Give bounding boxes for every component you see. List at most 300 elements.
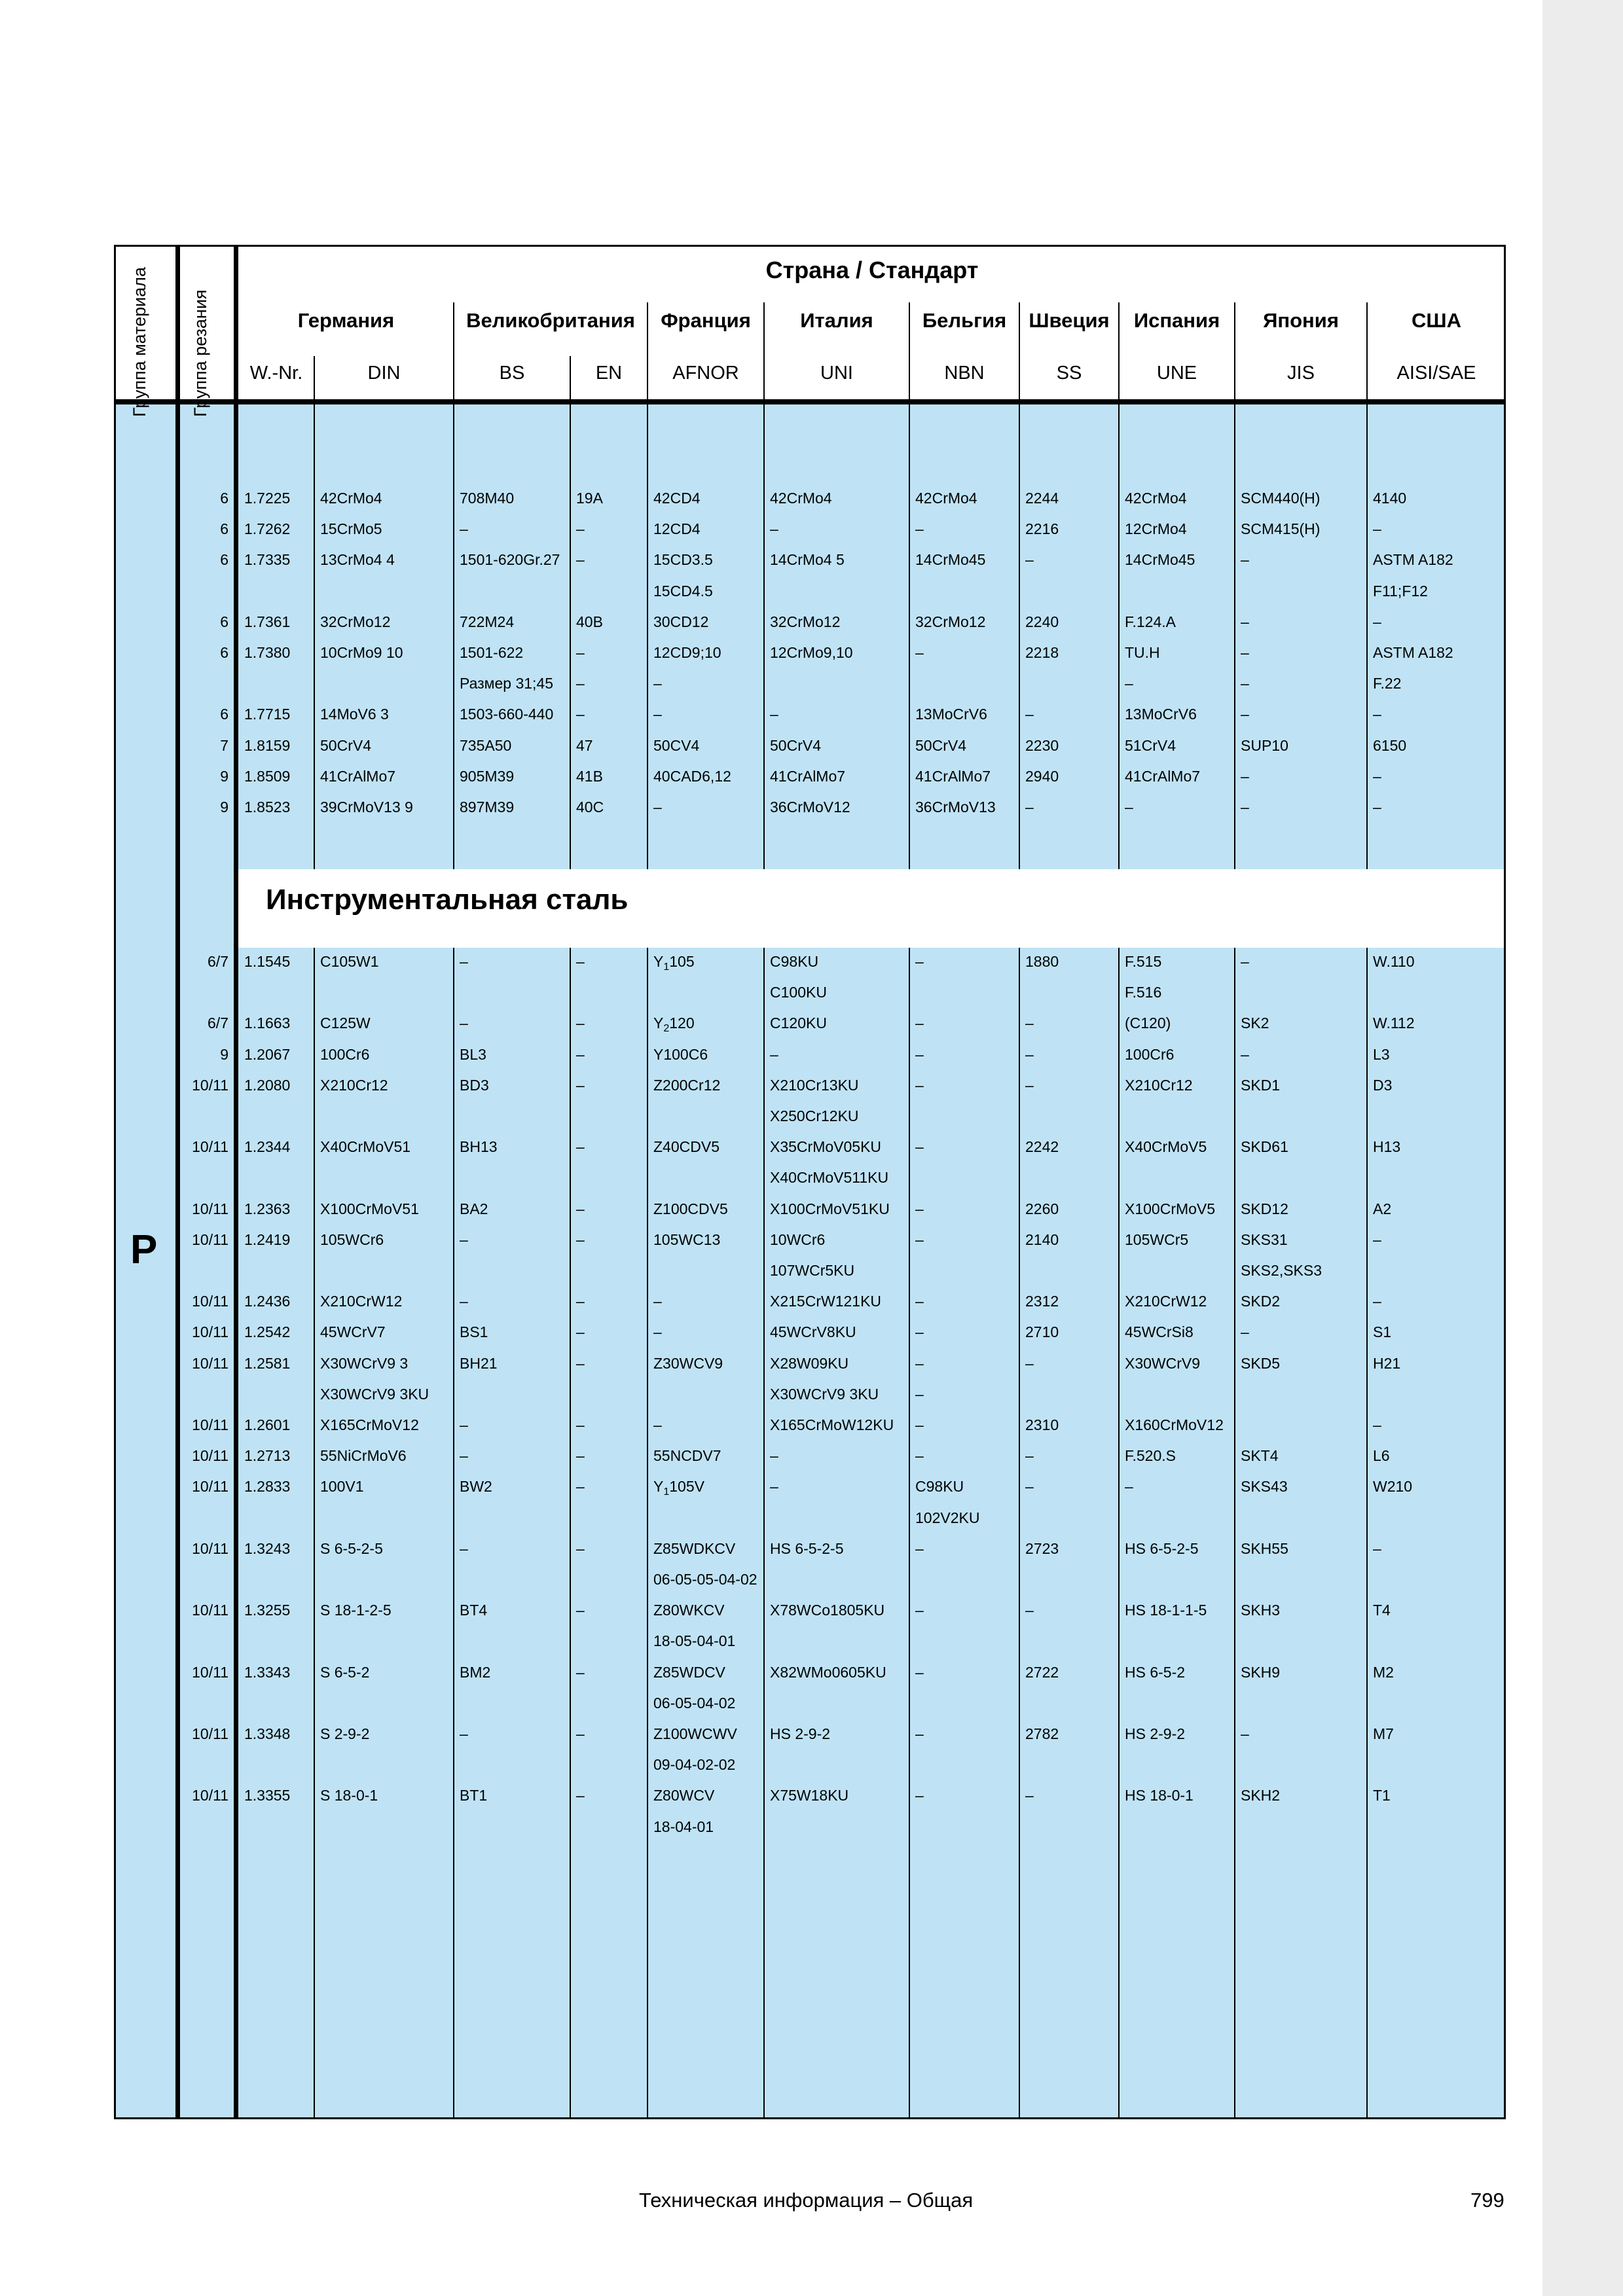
cell-afnor: Z85WDKCV [653,1539,736,1557]
cell-din: 15CrMo5 [320,520,382,538]
cell-din: 100Cr6 [320,1045,370,1063]
cell-ss: 2230 [1025,736,1059,754]
vertical-rule [570,948,571,2119]
cell-ss: 2140 [1025,1230,1059,1248]
cell-aisi: F.22 [1373,675,1402,692]
cell-afnor: Z100WCWV [653,1725,737,1742]
cell-jis: – [1241,613,1249,630]
cell-din: X210Cr12 [320,1076,388,1094]
cell-uni: 14CrMo4 5 [770,551,845,569]
cell-aisi: – [1373,1539,1381,1557]
cell-wnr: 1.2344 [244,1138,291,1156]
cell-cutting-group: 6/7 [208,953,228,970]
cell-une: – [1125,675,1133,692]
cell-en: – [576,1200,585,1217]
cell-une: X100CrMoV5 [1125,1200,1216,1217]
header-country: Испания [1133,309,1220,332]
cell-wnr: 1.8523 [244,798,291,816]
cell-ss: 2310 [1025,1416,1059,1433]
vertical-rule [909,404,910,869]
header-country: Бельгия [922,309,1007,332]
cell-ss: – [1025,551,1034,569]
cell-din: C125W [320,1014,371,1032]
cell-din: 32CrMo12 [320,613,391,630]
cell-uni: 107WCr5KU [770,1262,855,1279]
header-country: Франция [661,309,751,332]
cell-din: X100CrMoV51 [320,1200,419,1217]
cell-bs: – [460,520,468,538]
cell-en: – [576,1478,585,1496]
cell-ss: 1880 [1025,953,1059,970]
vertical-rule [453,948,454,2119]
cell-jis: SUP10 [1241,736,1288,754]
cell-bs: BM2 [460,1663,491,1681]
vertical-rule [1019,404,1020,869]
cell-ss: – [1025,706,1034,723]
cell-afnor: Y100C6 [653,1045,708,1063]
cell-din: 50CrV4 [320,736,371,754]
cell-cutting-group: 9 [220,1045,228,1063]
cell-wnr: 1.2436 [244,1293,291,1310]
cell-din: 14MoV6 3 [320,706,389,723]
cell-wnr: 1.7225 [244,490,291,507]
vertical-rule [453,404,454,869]
cell-aisi: – [1373,798,1381,816]
cell-wnr: 1.2067 [244,1045,291,1063]
cell-afnor: Z40CDV5 [653,1138,720,1156]
cell-afnor: 09-04-02-02 [653,1756,736,1774]
cell-une: 100Cr6 [1125,1045,1175,1063]
cell-ss: – [1025,1354,1034,1372]
cell-wnr: 1.8509 [244,767,291,785]
cell-une: 105WCr5 [1125,1230,1189,1248]
cell-une: HS 2-9-2 [1125,1725,1186,1742]
cell-ss: 2216 [1025,520,1059,538]
cell-afnor: Z80WKCV [653,1602,725,1619]
cell-cutting-group: 6 [220,706,228,723]
vertical-rule [763,948,765,2119]
vertical-rule [114,245,116,2119]
cell-bs: BD3 [460,1076,489,1094]
cell-nbn: – [915,1076,924,1094]
cell-une: – [1125,798,1133,816]
cell-aisi: W.112 [1373,1014,1415,1032]
cell-une: HS 6-5-2 [1125,1663,1186,1681]
vertical-rule [1234,404,1235,869]
cell-jis: SKD1 [1241,1076,1281,1094]
header-group-material: Группа материала [130,266,149,417]
cell-nbn: 50CrV4 [915,736,966,754]
cell-afnor: $Y_1105$ [653,953,695,973]
cell-uni: X30WCrV9 3KU [770,1385,879,1403]
cell-aisi: W210 [1373,1478,1413,1496]
cell-cutting-group: 9 [220,798,228,816]
cell-uni: – [770,520,778,538]
cell-ss: – [1025,798,1034,816]
cell-une: (C120) [1125,1014,1171,1032]
cell-bs: BA2 [460,1200,488,1217]
cell-cutting-group: 6 [220,613,228,630]
cell-aisi: M2 [1373,1663,1394,1681]
cell-cutting-group: 10/11 [192,1354,228,1372]
cell-nbn: 42CrMo4 [915,490,977,507]
cell-bs: Размер 31;45 [460,675,553,692]
cell-afnor: 55NCDV7 [653,1447,721,1465]
cell-jis: SKD5 [1241,1354,1281,1372]
cell-din: X30WCrV9 3 [320,1354,409,1372]
cell-uni: 32CrMo12 [770,613,841,630]
cell-wnr: 1.7715 [244,706,291,723]
cell-bs: – [460,1725,468,1742]
cell-din: X40CrMoV51 [320,1138,411,1156]
cell-uni: – [770,1478,778,1496]
cell-nbn: 36CrMoV13 [915,798,996,816]
cell-aisi: H21 [1373,1354,1401,1372]
cell-jis: SKD2 [1241,1293,1281,1310]
cell-bs: 722M24 [460,613,515,630]
cell-une: 51CrV4 [1125,736,1176,754]
cell-une: X210CrW12 [1125,1293,1207,1310]
cell-wnr: 1.1545 [244,953,291,970]
cell-en: – [576,675,585,692]
cell-wnr: 1.3343 [244,1663,291,1681]
cell-en: 19A [576,490,603,507]
cell-aisi: – [1373,767,1381,785]
cell-jis: – [1241,953,1249,970]
cell-cutting-group: 10/11 [192,1539,228,1557]
cell-afnor: Z200Cr12 [653,1076,721,1094]
cell-wnr: 1.7361 [244,613,291,630]
cell-cutting-group: 6 [220,551,228,569]
cell-nbn: – [915,644,924,661]
cell-nbn: – [915,1293,924,1310]
cell-en: – [576,1447,585,1465]
vertical-rule [1118,404,1120,869]
cell-en: – [576,551,585,569]
cell-jis: SKS43 [1241,1478,1288,1496]
cell-jis: – [1241,706,1249,723]
cell-cutting-group: 10/11 [192,1787,228,1804]
cell-nbn: – [915,1138,924,1156]
cell-en: – [576,706,585,723]
cell-bs: – [460,1293,468,1310]
cell-aisi: – [1373,1230,1381,1248]
cell-uni: 12CrMo9,10 [770,644,853,661]
cell-aisi: – [1373,1416,1381,1433]
cell-ss: – [1025,1014,1034,1032]
header-standard: AFNOR [672,363,739,384]
cell-afnor: 105WC13 [653,1230,721,1248]
cell-afnor: 40CAD6,12 [653,767,731,785]
cell-jis: SKS31 [1241,1230,1288,1248]
cell-en: – [576,1663,585,1681]
cell-une: 42CrMo4 [1125,490,1187,507]
cell-afnor: 50CV4 [653,736,700,754]
material-group-letter: P [130,1227,158,1272]
cell-nbn: – [915,1447,924,1465]
cell-ss: 2722 [1025,1663,1059,1681]
cell-une: X40CrMoV5 [1125,1138,1207,1156]
cell-une: F.516 [1125,984,1162,1001]
cell-din: S 6-5-2 [320,1663,370,1681]
cell-cutting-group: 10/11 [192,1416,228,1433]
cell-uni: X35CrMoV05KU [770,1138,882,1156]
cell-jis: – [1241,551,1249,569]
cell-en: – [576,1323,585,1341]
section-title: Инструментальная сталь [266,884,629,916]
cell-din: 55NiCrMoV6 [320,1447,407,1465]
cell-bs: 735A50 [460,736,512,754]
cell-en: – [576,1725,585,1742]
cell-en: – [576,1076,585,1094]
cell-jis: – [1241,675,1249,692]
page-edge-strip [1542,0,1623,2296]
vertical-rule [1019,948,1020,2119]
cell-wnr: 1.2080 [244,1076,291,1094]
cell-din: 41CrAlMo7 [320,767,396,785]
cell-nbn: – [915,1385,924,1403]
cell-jis: SCM440(H) [1241,490,1321,507]
cell-afnor: 30CD12 [653,613,709,630]
cell-din: 45WCrV7 [320,1323,386,1341]
cell-jis: SKD12 [1241,1200,1288,1217]
cell-aisi: – [1373,706,1381,723]
cell-aisi: M7 [1373,1725,1394,1742]
cell-ss: – [1025,1447,1034,1465]
header-standard: SS [1056,363,1082,384]
cell-jis: SK2 [1241,1014,1269,1032]
cell-din: S 6-5-2-5 [320,1539,383,1557]
cell-en: – [576,520,585,538]
cell-en: 40B [576,613,603,630]
cell-ss: 2260 [1025,1200,1059,1217]
header-standard: BS [499,363,525,384]
cell-uni: HS 6-5-2-5 [770,1539,844,1557]
cell-din: S 2-9-2 [320,1725,370,1742]
cell-ss: – [1025,1602,1034,1619]
vertical-rule [570,404,571,869]
header-country: Германия [297,309,395,332]
cell-cutting-group: 6 [220,520,228,538]
cell-en: – [576,1787,585,1804]
cell-jis: – [1241,644,1249,661]
cell-din: S 18-0-1 [320,1787,378,1804]
cell-bs: BH21 [460,1354,498,1372]
cell-wnr: 1.2713 [244,1447,291,1465]
cell-cutting-group: 10/11 [192,1663,228,1681]
horizontal-rule [114,245,1506,247]
cell-bs: 905M39 [460,767,515,785]
cell-une: 14CrMo45 [1125,551,1195,569]
cell-wnr: 1.8159 [244,736,291,754]
cell-afnor: 06-05-04-02 [653,1694,736,1712]
cell-afnor: Z80WCV [653,1787,715,1804]
cell-nbn: – [915,1602,924,1619]
header-standard: EN [595,363,623,384]
cell-jis: – [1241,767,1249,785]
cell-une: 13MoCrV6 [1125,706,1197,723]
cell-wnr: 1.3348 [244,1725,291,1742]
vertical-rule [314,404,315,869]
header-country: Швеция [1029,309,1110,332]
cell-ss: 2242 [1025,1138,1059,1156]
cell-afnor: – [653,798,662,816]
cell-en: – [576,1230,585,1248]
cell-une: HS 18-1-1-5 [1125,1602,1207,1619]
cell-en: 40C [576,798,604,816]
header-title: Страна / Стандарт [765,257,979,283]
cell-une: F.520.S [1125,1447,1176,1465]
cell-din: 42CrMo4 [320,490,382,507]
cell-afnor: 15CD3.5 [653,551,713,569]
cell-afnor: Z100CDV5 [653,1200,728,1217]
cell-wnr: 1.7262 [244,520,291,538]
cell-en: 41B [576,767,603,785]
cell-nbn: – [915,1416,924,1433]
vertical-rule [647,948,648,2119]
cell-bs: – [460,1230,468,1248]
footer-text: Техническая информация – Общая [639,2189,974,2212]
cell-cutting-group: 10/11 [192,1602,228,1619]
cell-afnor: Z85WDCV [653,1663,725,1681]
cell-uni: C100KU [770,984,827,1001]
cell-en: – [576,1539,585,1557]
cell-ss: – [1025,1076,1034,1094]
cell-uni: X210Cr13KU [770,1076,859,1094]
horizontal-rule [114,2117,1506,2119]
cell-cutting-group: 10/11 [192,1478,228,1496]
cell-uni: 10WCr6 [770,1230,826,1248]
cell-jis: – [1241,1323,1249,1341]
cell-afnor: 12CD4 [653,520,701,538]
cell-aisi: – [1373,1293,1381,1310]
cell-uni: X75W18KU [770,1787,849,1804]
cell-jis: SKH3 [1241,1602,1281,1619]
cell-afnor: – [653,1416,662,1433]
cell-aisi: 4140 [1373,490,1407,507]
cell-une: – [1125,1478,1133,1496]
header-country: Италия [800,309,873,332]
cell-ss: 2312 [1025,1293,1059,1310]
cell-en: – [576,1602,585,1619]
cell-aisi: ASTM A182 [1373,644,1453,661]
cell-wnr: 1.3355 [244,1787,291,1804]
cell-en: – [576,1138,585,1156]
cell-afnor: $Y_2120$ [653,1014,695,1035]
cell-afnor: – [653,706,662,723]
cell-une: 41CrAlMo7 [1125,767,1201,785]
cell-nbn: – [915,1725,924,1742]
cell-nbn: – [915,1539,924,1557]
cell-en: – [576,1014,585,1032]
cell-cutting-group: 10/11 [192,1138,228,1156]
cell-jis: SKT4 [1241,1447,1279,1465]
cell-uni: 50CrV4 [770,736,821,754]
cell-cutting-group: 10/11 [192,1725,228,1742]
cell-nbn: 32CrMo12 [915,613,986,630]
cell-aisi: S1 [1373,1323,1392,1341]
cell-cutting-group: 9 [220,767,228,785]
cell-uni: 41CrAlMo7 [770,767,846,785]
cell-bs: 897M39 [460,798,515,816]
cell-afnor: 12CD9;10 [653,644,721,661]
cell-din: 13CrMo4 4 [320,551,395,569]
cell-wnr: 1.3243 [244,1539,291,1557]
cell-bs: BL3 [460,1045,486,1063]
cell-nbn: 14CrMo45 [915,551,986,569]
cell-wnr: 1.2419 [244,1230,291,1248]
cell-afnor: 18-05-04-01 [653,1632,736,1650]
cell-uni: 42CrMo4 [770,490,832,507]
vertical-rule [909,948,910,2119]
steel-equivalents-table [114,245,1506,2119]
cell-wnr: 1.2601 [244,1416,291,1433]
cell-uni: C98KU [770,953,819,970]
cell-ss: – [1025,1478,1034,1496]
header-country: Великобритания [466,309,635,332]
cell-cutting-group: 6/7 [208,1014,228,1032]
cell-uni: HS 2-9-2 [770,1725,831,1742]
cell-une: F.124.A [1125,613,1176,630]
cell-ss: 2240 [1025,613,1059,630]
cell-nbn: – [915,1787,924,1804]
cell-ss: 2723 [1025,1539,1059,1557]
cell-aisi: – [1373,613,1381,630]
vertical-rule [647,404,648,869]
cell-nbn: C98KU [915,1478,964,1496]
cell-din: 10CrMo9 10 [320,644,403,661]
header-standard: JIS [1287,363,1315,384]
header-standard: UNE [1156,363,1197,384]
cell-uni: X28W09KU [770,1354,849,1372]
cell-une: 45WCrSi8 [1125,1323,1194,1341]
cell-aisi: T4 [1373,1602,1391,1619]
cell-afnor: – [653,675,662,692]
cell-din: 105WCr6 [320,1230,384,1248]
cell-uni: X250Cr12KU [770,1107,859,1124]
cell-jis: – [1241,1725,1249,1742]
cell-en: – [576,1293,585,1310]
cell-afnor: 15CD4.5 [653,582,713,600]
cell-bs: 1501-622 [460,644,524,661]
cell-ss: 2940 [1025,767,1059,785]
cell-en: – [576,1416,585,1433]
cell-wnr: 1.2363 [244,1200,291,1217]
cell-une: X210Cr12 [1125,1076,1193,1094]
cell-aisi: ASTM A182 [1373,551,1453,569]
cell-nbn: 13MoCrV6 [915,706,987,723]
cell-uni: X165CrMoW12KU [770,1416,894,1433]
cell-cutting-group: 10/11 [192,1447,228,1465]
cell-en: – [576,1354,585,1372]
cell-aisi: A2 [1373,1200,1392,1217]
cell-bs: 1501-620Gr.27 [460,551,560,569]
cell-bs: 708M40 [460,490,515,507]
cell-nbn: – [915,520,924,538]
cell-nbn: 41CrAlMo7 [915,767,991,785]
cell-bs: – [460,1014,468,1032]
vertical-rule [234,245,238,2119]
cell-uni: X82WMo0605KU [770,1663,886,1681]
cell-cutting-group: 6 [220,490,228,507]
cell-nbn: – [915,1200,924,1217]
cell-une: TU.H [1125,644,1160,661]
cell-cutting-group: 7 [220,736,228,754]
cell-ss: – [1025,1045,1034,1063]
cell-din: X165CrMoV12 [320,1416,419,1433]
cell-jis: SKH2 [1241,1787,1281,1804]
page-number: 799 [1470,2189,1504,2212]
